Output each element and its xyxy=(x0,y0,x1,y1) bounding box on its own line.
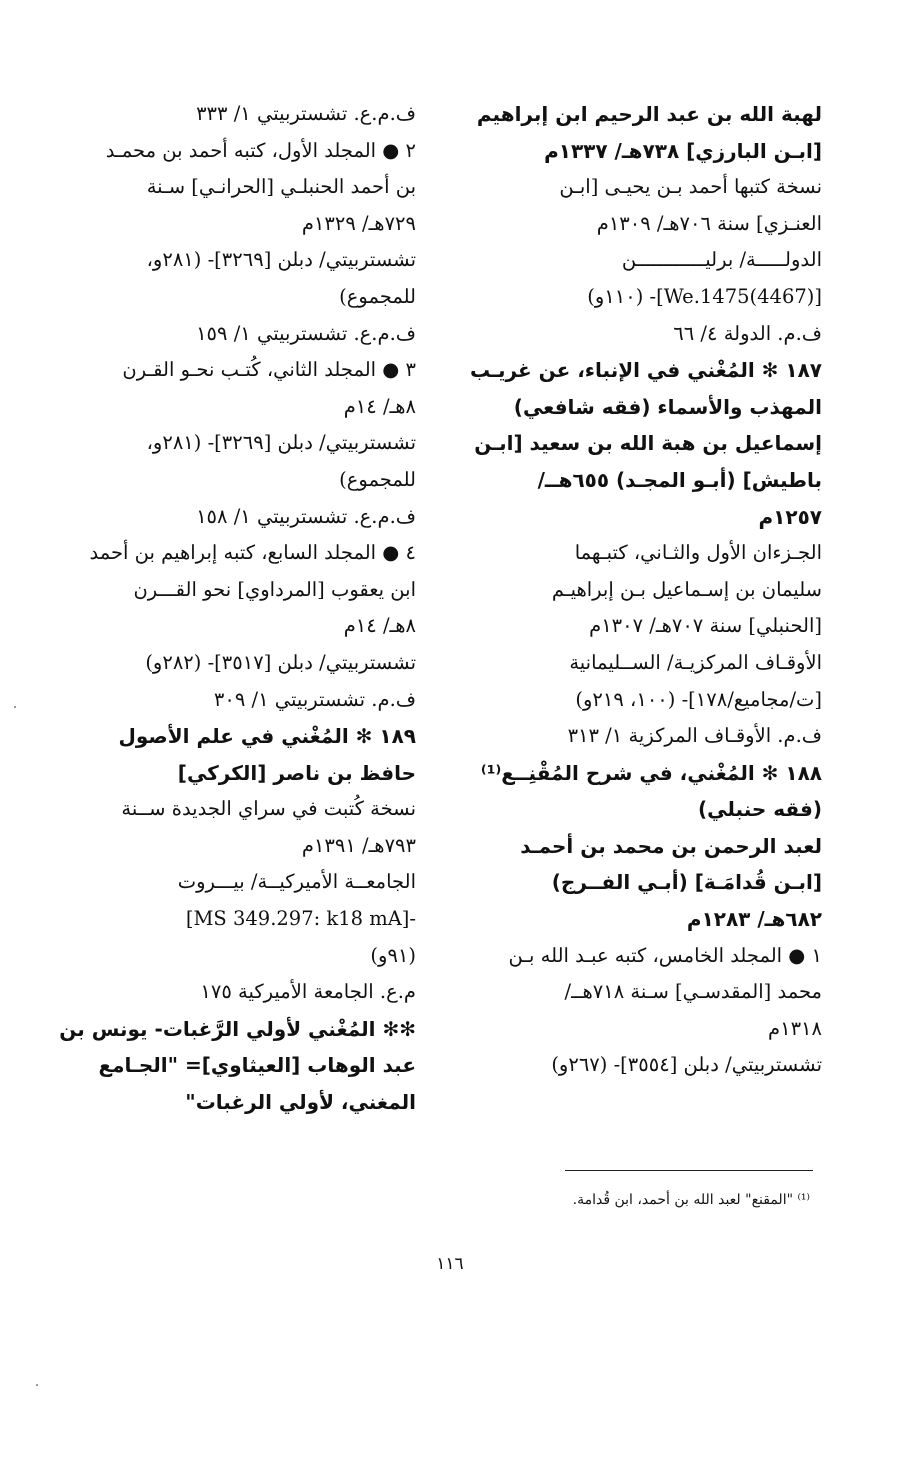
left-column-line: م.ع. الجامعة الأميركية ١٧٥ xyxy=(200,980,416,1004)
right-column-line: [ابـن قُدامَـة] (أبـي الفــرج) xyxy=(551,870,822,895)
right-column-line: باطيش] (أبـو المجـد) ٦٥٥هــ/ xyxy=(537,467,822,492)
right-column-line: تشستربيتي/ دبلن [٣٥٥٤]- (٢٦٧و) xyxy=(551,1053,822,1077)
right-column-line: ف.م. الدولة ٤/ ٦٦ xyxy=(673,321,822,345)
left-column-line: الجامعــة الأميركيــة/ بيـــروت xyxy=(177,870,416,894)
footnote: ⁽¹⁾ "المقنع" لعبد الله بن أحمد، ابن قُدامة. xyxy=(572,1192,810,1208)
left-column-line: عبد الوهاب [العيثاوي]= "الجـامع xyxy=(98,1053,416,1078)
page-number: ١١٦ xyxy=(436,1254,464,1274)
left-column-line: (٩١و) xyxy=(370,943,416,967)
left-column-line: المغني، لأولي الرغبات" xyxy=(185,1090,416,1115)
left-column-line: ف.م. تشستربيتي ١/ ٣٠٩ xyxy=(213,687,416,711)
left-column-line: للمجموع) xyxy=(339,467,416,491)
left-column-line: -[MS 349.297: k18 mA] xyxy=(185,907,416,931)
scan-speck xyxy=(36,1384,38,1386)
left-column-line: نسخة كُتبت في سراي الجديدة ســنة xyxy=(121,797,416,821)
left-column xyxy=(59,96,416,1121)
left-column-line: تشستربيتي/ دبلن [٣٥١٧]- (٢٨٢و) xyxy=(145,650,416,674)
right-column-line: ٦٨٢هـ/ ١٢٨٣م xyxy=(686,907,822,932)
right-column-line: لهبة الله بن عبد الرحيم ابن إبراهيم xyxy=(476,102,822,126)
right-column-line: ١٣١٨م xyxy=(768,1016,822,1040)
right-column-line: نسخة كتبها أحمد بـن يحيـى [ابـن xyxy=(559,175,822,199)
right-column-line: ١٨٧ ✻ المُغْني في الإنباء، عن غريـب xyxy=(470,358,822,383)
left-column-line: تشستربيتي/ دبلن [٣٢٦٩]- (٢٨١و، xyxy=(146,431,416,455)
right-column-line: المهذب والأسماء (فقه شافعي) xyxy=(513,394,822,419)
right-column-line: [(4467)We.1475]- (١١٠و) xyxy=(587,284,822,308)
right-column-line: ١٢٥٧م xyxy=(758,504,822,529)
right-column-line: سليمان بن إسـماعيل بـن إبراهيـم xyxy=(551,577,822,601)
right-column-line: [الحنبلي] سنة ٧٠٧هـ/ ١٣٠٧م xyxy=(589,614,822,638)
left-column-line: ف.م.ع. تشستربيتي ١/ ١٥٨ xyxy=(196,504,416,528)
left-column-line: تشستربيتي/ دبلن [٣٢٦٩]- (٢٨١و، xyxy=(146,248,416,272)
right-column-line: ١٨٨ ✻ المُغْني، في شرح المُقْنِــع⁽¹⁾ xyxy=(480,760,822,785)
left-column-line: ف.م.ع. تشستربيتي ١/ ١٥٩ xyxy=(196,321,416,345)
left-column-line: للمجموع) xyxy=(339,284,416,308)
right-column-line: الجـزءان الأول والثـاني، كتبـهما xyxy=(574,541,822,565)
left-column-line: ابن يعقوب [المرداوي] نحو القـــرن xyxy=(133,577,416,601)
left-column-line: ٧٢٩هـ/ ١٣٢٩م xyxy=(301,211,416,235)
left-column-line: حافظ بن ناصر [الكركي] xyxy=(177,760,416,785)
right-column-line: الأوقـاف المركزيـة/ الســليمانية xyxy=(569,650,822,674)
left-column-line: ٨هـ/ ١٤م xyxy=(343,394,416,418)
left-column-line: بن أحمد الحنبلـي [الحرانـي] سـنة xyxy=(146,175,416,199)
left-column-line: ٧٩٣هـ/ ١٣٩١م xyxy=(301,833,416,857)
right-column-line: [ابـن البارزي] ٧٣٨هـ/ ١٣٣٧م xyxy=(544,138,822,163)
right-column-line: ف.م. الأوقـاف المركزية ١/ ٣١٣ xyxy=(567,724,822,748)
right-column-line: محمد [المقدسـي] سـنة ٧١٨هــ/ xyxy=(564,980,822,1004)
left-column-line: ف.م.ع. تشستربيتي ١/ ٣٣٣ xyxy=(196,102,416,125)
right-column-line: إسماعيل بن هبة الله بن سعيد [ابـن xyxy=(474,431,822,456)
left-column-line: ✻✻ المُغْني لأولي الرَّغبات- يونس بن xyxy=(59,1016,416,1041)
scan-speck xyxy=(14,706,16,708)
right-column-line: ١ ● المجلد الخامس، كتبه عبـد الله بـن xyxy=(508,943,822,967)
right-column-line: العنـزي] سنة ٧٠٦هـ/ ١٣٠٩م xyxy=(596,211,822,235)
left-column-line: ٢ ● المجلد الأول، كتبه أحمد بن محمـد xyxy=(105,138,416,162)
right-column-line: الدولـــــة/ برليــــــــــــن xyxy=(621,248,822,272)
left-column-line: ٨هـ/ ١٤م xyxy=(343,614,416,638)
right-column-line: (فقه حنبلي) xyxy=(697,797,822,822)
left-column-line: ٤ ● المجلد السابع، كتبه إبراهيم بن أحمد xyxy=(89,541,416,565)
right-column-line: لعبد الرحمن بن محمد بن أحمـد xyxy=(520,833,822,858)
right-column-line: [ت/مجاميع/١٧٨]- (١٠٠، ٢١٩و) xyxy=(575,687,822,711)
footnote-separator xyxy=(565,1170,813,1171)
left-column-line: ٣ ● المجلد الثاني، كُتـب نحـو القـرن xyxy=(122,358,416,382)
right-column xyxy=(470,96,822,1084)
left-column-line: ١٨٩ ✻ المُغْني في علم الأصول xyxy=(118,724,416,749)
